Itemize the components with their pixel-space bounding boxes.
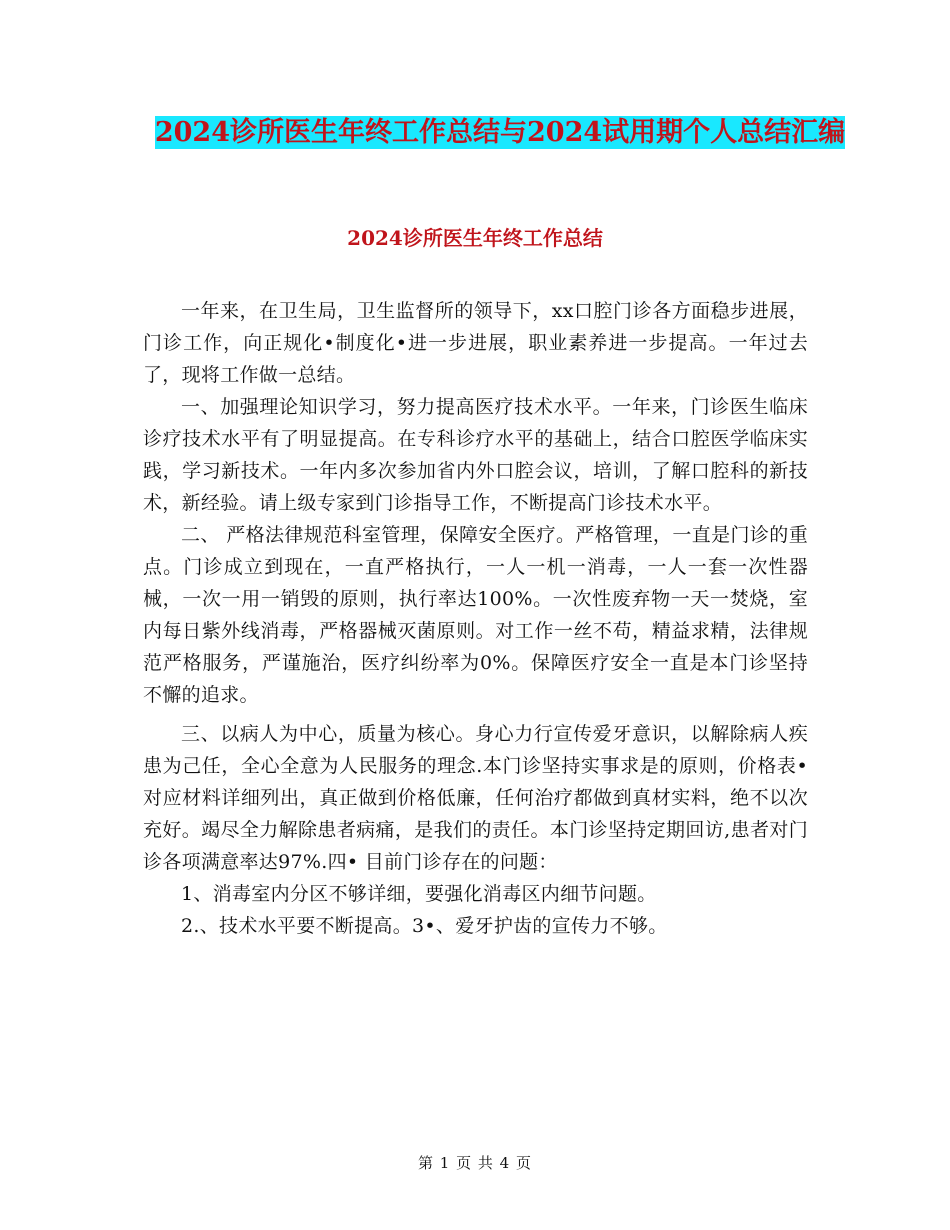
paragraph-section-1: 一、加强理论知识学习，努力提高医疗技术水平。一年来，门诊医生临床诊疗技术水平有了明显提高。在专科诊疗水平的基础上，结合口腔医学临床实践，学习新技术。一年内多次参加省内外口腔会议，培训，了解口腔科的新技术，新经验。请上级专家到门诊指导工作，不断提高门诊技术水平。	[143, 396, 808, 514]
paragraph-issue-2: 2.、技术水平要不断提高。3•、爱牙护齿的宣传力不够。	[181, 915, 668, 937]
section-title: 2024诊所医生年终工作总结	[347, 226, 603, 250]
document-title-text: 2024诊所医生年终工作总结与2024试用期个人总结汇编	[154, 117, 846, 148]
document-body	[143, 295, 808, 942]
paragraph-intro: 一年来，在卫生局，卫生监督所的领导下，xx口腔门诊各方面稳步进展，门诊工作，向正规化•制度化•进一步进展，职业素养进一步提高。一年过去了，现将工作做一总结。	[143, 300, 808, 386]
document-title	[140, 110, 860, 156]
paragraph-section-3: 三、以病人为中心，质量为核心。身心力行宣传爱牙意识，以解除病人疾患为己任，全心全意为人民服务的理念.本门诊坚持实事求是的原则，价格表•对应材料详细列出，真正做到价格低廉，任何治疗都做到真材实料，绝不以次充好。竭尽全力解除患者病痛，是我们的责任。本门诊坚持定期回访,患者对门诊各项满意率达97%.四• 目前门诊存在的问题：	[143, 723, 808, 873]
paragraph-section-2: 二、 严格法律规范科室管理，保障安全医疗。严格管理，一直是门诊的重点。门诊成立到现在，一直严格执行，一人一机一消毒，一人一套一次性器械，一次一用一销毁的原则，执行率达100%。一次性废弃物一天一焚烧，室内每日紫外线消毒，严格器械灭菌原则。对工作一丝不苟，精益求精，法律规范严格服务，严谨施治，医疗纠纷率为0%。保障医疗安全一直是本门诊坚持不懈的追求。	[143, 524, 808, 706]
page-footer: 第 1 页 共 4 页	[418, 1154, 532, 1172]
paragraph-issue-1: 1、消毒室内分区不够详细，要强化消毒区内细节问题。	[181, 883, 657, 905]
